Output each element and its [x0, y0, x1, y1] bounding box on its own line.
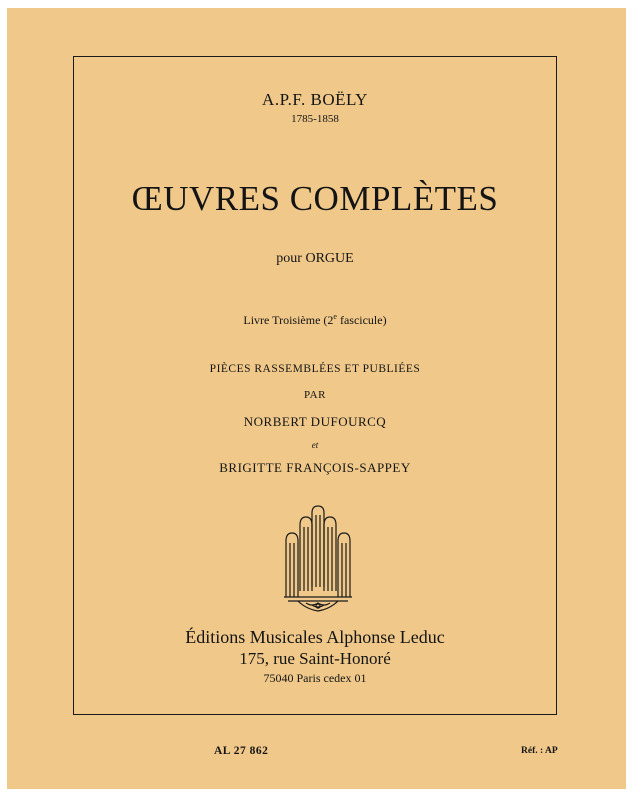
collected-by-line: PIÈCES RASSEMBLÉES ET PUBLIÉES: [209, 363, 421, 375]
conjunction-et: et: [311, 440, 319, 450]
cover-frame: [73, 56, 557, 715]
volume-text-end: fascicule): [336, 313, 387, 327]
instrument-line: pour ORGUE: [276, 251, 354, 266]
volume-line: [74, 312, 556, 328]
catalog-number: AL 27 862: [214, 745, 269, 757]
composer-dates: 1785-1858: [291, 113, 339, 125]
volume-text: Livre Troisième (2: [243, 313, 334, 327]
editor-1: NORBERT DUFOURCQ: [243, 414, 387, 429]
volume-superscript: e: [333, 312, 337, 321]
par-line: PAR: [304, 389, 326, 401]
composer-name: A.P.F. BOËLY: [262, 90, 368, 109]
score-cover: [7, 8, 626, 789]
publisher-street: 175, rue Saint-Honoré: [239, 649, 391, 668]
editor-2: BRIGITTE FRANÇOIS-SAPPEY: [219, 460, 411, 475]
publisher-city: 75040 Paris cedex 01: [263, 671, 367, 685]
reference-code: Réf. : AP: [521, 746, 558, 756]
publisher-name: Éditions Musicales Alphonse Leduc: [185, 627, 445, 647]
organ-pipes-icon: [284, 505, 352, 613]
work-title: ŒUVRES COMPLÈTES: [131, 179, 499, 218]
